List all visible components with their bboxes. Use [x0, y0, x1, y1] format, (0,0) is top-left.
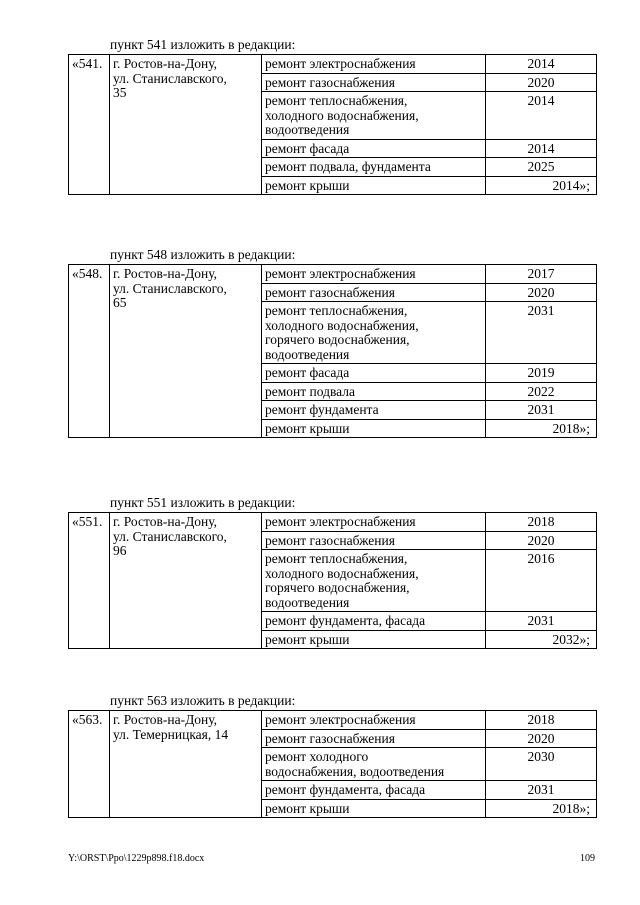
- address-line: ул. Станиславского,: [113, 528, 227, 544]
- year-cell: 2020: [486, 283, 597, 302]
- work-line: водоотведения: [265, 594, 350, 610]
- work-cell: [262, 729, 486, 748]
- address-cell: [110, 55, 262, 195]
- work-line: холодного водоснабжения,: [265, 565, 419, 581]
- year-cell: 2031: [486, 401, 597, 420]
- year-cell: 2018»;: [486, 419, 597, 438]
- address-line: ул. Темерницкая, 14: [113, 726, 229, 742]
- work-line: ремонт газоснабжения: [265, 284, 395, 300]
- work-line: ремонт фундамента: [265, 402, 379, 417]
- work-line: водоотведения: [265, 346, 350, 362]
- work-cell: [262, 401, 486, 420]
- year-cell: 2031: [486, 781, 597, 800]
- work-line: ремонт газоснабжения: [265, 74, 395, 90]
- year-cell: 2017: [486, 265, 597, 284]
- year-cell: 2014: [486, 92, 597, 140]
- amendment-table: [68, 512, 597, 649]
- address-line: 35: [113, 85, 127, 100]
- address-line: ул. Станиславского,: [113, 280, 227, 296]
- work-line: горячего водоснабжения,: [265, 580, 410, 595]
- work-line: ремонт крыши: [265, 420, 350, 436]
- work-cell: [262, 73, 486, 92]
- work-line: ремонт теплоснабжения,: [265, 551, 408, 566]
- work-line: водоснабжения, водоотведения: [265, 763, 445, 779]
- work-cell: [262, 799, 486, 818]
- table-row: [69, 513, 597, 532]
- year-cell: 2020: [486, 729, 597, 748]
- table-row: [69, 711, 597, 730]
- year-cell: 2014: [486, 139, 597, 158]
- table-row: [69, 55, 597, 74]
- work-cell: [262, 630, 486, 649]
- year-cell: 2022: [486, 382, 597, 401]
- work-cell: [262, 302, 486, 364]
- amendment-table: [68, 54, 597, 195]
- item-number: «563.: [69, 711, 110, 818]
- year-cell: 2018»;: [486, 799, 597, 818]
- work-line: ремонт газоснабжения: [265, 532, 395, 548]
- work-cell: [262, 531, 486, 550]
- year-cell: 2025: [486, 158, 597, 177]
- year-cell: 2018: [486, 513, 597, 532]
- section-intro: пункт 548 изложить в редакции:: [110, 247, 296, 262]
- work-cell: [262, 139, 486, 158]
- work-line: ремонт электроснабжения: [265, 712, 416, 727]
- work-line: ремонт электроснабжения: [265, 514, 416, 529]
- amendment-table: [68, 710, 597, 818]
- work-cell: [262, 711, 486, 730]
- address-cell: [110, 711, 262, 818]
- work-line: ремонт теплоснабжения,: [265, 93, 408, 108]
- work-cell: [262, 612, 486, 631]
- section-intro: пункт 551 изложить в редакции:: [110, 495, 296, 510]
- work-line: ремонт фундамента, фасада: [265, 613, 426, 628]
- address-line: г. Ростов-на-Дону,: [113, 56, 218, 71]
- work-line: холодного водоснабжения,: [265, 317, 419, 333]
- year-cell: 2019: [486, 364, 597, 383]
- address-line: г. Ростов-на-Дону,: [113, 514, 218, 529]
- work-cell: [262, 283, 486, 302]
- work-cell: [262, 513, 486, 532]
- item-number: «551.: [69, 513, 110, 649]
- work-cell: [262, 550, 486, 612]
- work-line: ремонт подвала: [265, 383, 356, 399]
- work-cell: [262, 781, 486, 800]
- work-line: ремонт фундамента, фасада: [265, 782, 426, 797]
- work-line: ремонт электроснабжения: [265, 266, 416, 281]
- work-line: ремонт газоснабжения: [265, 730, 395, 746]
- amendment-table: [68, 264, 597, 438]
- file-path: Y:\ORST\Ppo\1229p898.f18.docx: [68, 853, 205, 864]
- work-line: ремонт крыши: [265, 800, 350, 816]
- year-cell: 2016: [486, 550, 597, 612]
- year-cell: 2014»;: [486, 176, 597, 195]
- work-cell: [262, 419, 486, 438]
- work-line: ремонт крыши: [265, 631, 350, 647]
- year-cell: 2032»;: [486, 630, 597, 649]
- work-line: ремонт фасада: [265, 140, 350, 156]
- work-line: ремонт фасада: [265, 365, 350, 380]
- address-cell: [110, 265, 262, 438]
- work-line: ремонт электроснабжения: [265, 56, 416, 71]
- work-line: ремонт холодного: [265, 749, 369, 764]
- work-cell: [262, 92, 486, 140]
- address-line: г. Ростов-на-Дону,: [113, 712, 218, 727]
- section-intro: пункт 541 изложить в редакции:: [110, 37, 296, 52]
- address-line: ул. Станиславского,: [113, 70, 227, 86]
- work-cell: [262, 382, 486, 401]
- work-line: холодного водоснабжения,: [265, 107, 419, 123]
- work-cell: [262, 158, 486, 177]
- year-cell: 2030: [486, 748, 597, 781]
- work-line: ремонт подвала, фундамента: [265, 159, 431, 174]
- item-number: «541.: [69, 55, 110, 195]
- year-cell: 2031: [486, 302, 597, 364]
- work-cell: [262, 748, 486, 781]
- work-cell: [262, 176, 486, 195]
- table-row: [69, 265, 597, 284]
- section-intro: пункт 563 изложить в редакции:: [110, 693, 296, 708]
- address-cell: [110, 513, 262, 649]
- address-line: 96: [113, 543, 127, 558]
- work-cell: [262, 364, 486, 383]
- year-cell: 2020: [486, 73, 597, 92]
- item-number: «548.: [69, 265, 110, 438]
- work-cell: [262, 55, 486, 74]
- year-cell: 2014: [486, 55, 597, 74]
- year-cell: 2031: [486, 612, 597, 631]
- work-line: горячего водоснабжения,: [265, 332, 410, 347]
- year-cell: 2018: [486, 711, 597, 730]
- year-cell: 2020: [486, 531, 597, 550]
- address-line: 65: [113, 295, 127, 310]
- page-number: 109: [580, 853, 595, 864]
- work-line: ремонт теплоснабжения,: [265, 303, 408, 318]
- address-line: г. Ростов-на-Дону,: [113, 266, 218, 281]
- work-line: ремонт крыши: [265, 177, 350, 193]
- work-line: водоотведения: [265, 122, 350, 137]
- work-cell: [262, 265, 486, 284]
